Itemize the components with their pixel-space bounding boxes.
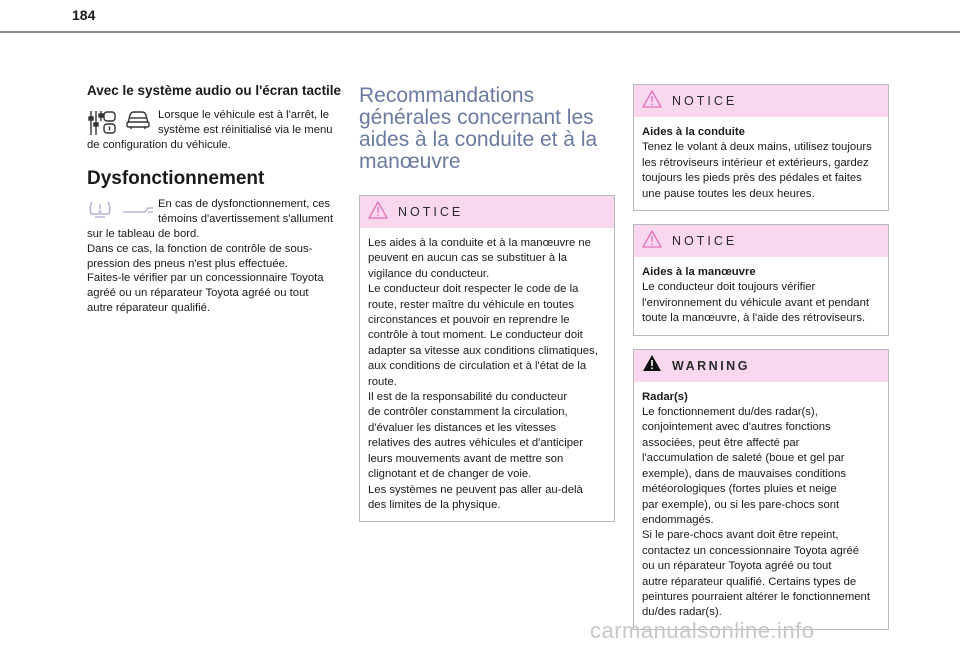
notice-box-driving <box>633 84 889 211</box>
notice-line: contrôle à tout moment. Le conducteur doit <box>368 329 583 342</box>
notice-line: d'évaluer les distances et les vitesses <box>368 421 557 434</box>
malfunction-line-3: sur le tableau de bord. <box>87 227 200 240</box>
malfunction-block <box>87 197 342 315</box>
warning-line: par exemple), ou si les pare-chocs sont <box>642 498 840 511</box>
heading-audio-touchscreen: Avec le système audio ou l'écran tactile <box>87 83 342 98</box>
reset-text-rest: système est réinitialisé via le menu <box>158 123 333 136</box>
column-left <box>87 82 342 316</box>
notice-label: NOTICE <box>398 205 464 219</box>
notice-label: NOTICE <box>672 94 738 108</box>
notice-line: toujours les pieds près des pédales et faites <box>642 172 862 185</box>
notice-line: Les systèmes ne peuvent pas aller au-delà <box>368 483 583 496</box>
reset-text-first: Lorsque le véhicule est à l'arrêt, le <box>158 109 330 121</box>
warning-triangle-icon <box>642 230 662 253</box>
notice-line: Le conducteur doit toujours vérifier <box>642 281 816 294</box>
notice-line: de contrôler constamment la circulation, <box>368 406 568 419</box>
malfunction-line-6: Faites-le vérifier par un concessionnaire Toyota <box>87 272 324 285</box>
warning-line: autre réparateur qualifié. Certains types de <box>642 575 857 588</box>
settings-menu-icon <box>87 109 117 137</box>
notice-line: toute la manœuvre, à l'aide des rétroviseurs. <box>642 312 866 325</box>
notice-line: Le conducteur doit respecter le code de la <box>368 283 579 296</box>
heading-malfunction: Dysfonctionnement <box>87 168 265 190</box>
malfunction-line-4: Dans ce cas, la fonction de contrôle de sous- <box>87 242 313 255</box>
notice-line: clignotant et de changer de voie. <box>368 468 532 481</box>
notice-line: les rétroviseurs intérieur et extérieurs, gardez <box>642 156 869 169</box>
malfunction-line-5: pression des pneus n'est plus effectuée. <box>87 257 289 270</box>
reset-block <box>87 108 342 152</box>
reset-text-last: de configuration du véhicule. <box>87 138 231 151</box>
notice-line: circonstances et pouvoir en reprendre le <box>368 314 570 327</box>
warning-line: Le fonctionnement du/des radar(s), <box>642 406 818 419</box>
malfunction-line-1: En cas de dysfonctionnement, ces <box>158 198 331 211</box>
warning-line: du/des radar(s). <box>642 606 722 619</box>
section-title-line-4: manœuvre <box>359 150 461 173</box>
warning-body <box>634 382 888 629</box>
malfunction-line-7: agréé ou un réparateur Toyota agréé ou tout <box>87 287 309 300</box>
notice-header <box>634 85 888 117</box>
notice-line: peuvent en aucun cas se substituer à la <box>368 252 568 265</box>
warning-line: contactez un concessionnaire Toyota agréé <box>642 544 860 557</box>
warning-line: conjointement avec d'autres fonctions <box>642 421 831 434</box>
section-title <box>359 85 615 173</box>
malfunction-line-2: témoins d'avertissement s'allument <box>158 213 334 226</box>
notice-line: Les aides à la conduite et à la manœuvre ne <box>368 237 591 249</box>
warning-label: WARNING <box>672 358 750 373</box>
tire-pressure-warning-icon <box>87 199 113 219</box>
notice-line: aux conditions de circulation et à l'état de la <box>368 360 587 373</box>
warning-line: exemple), dans de mauvaises conditions <box>642 467 847 480</box>
notice-label: NOTICE <box>672 234 738 249</box>
malfunction-icons <box>87 199 155 219</box>
warning-line: Si le pare-chocs avant doit être repeint, <box>642 529 839 542</box>
car-icon <box>125 109 151 131</box>
malfunction-line-8: autre réparateur qualifié. <box>87 301 211 314</box>
section-title-line-2: générales concernant les <box>359 106 594 129</box>
notice-line: Tenez le volant à deux mains, utilisez toujours <box>642 141 872 154</box>
warning-triangle-icon <box>368 201 388 224</box>
notice-body <box>634 257 888 335</box>
notice-line: des limites de la physique. <box>368 498 501 511</box>
column-right <box>633 84 889 643</box>
warning-line: l'accumulation de saleté (boue et gel par <box>642 452 845 465</box>
notice-line: Il est de la responsabilité du conducteur <box>368 391 568 404</box>
notice-line: route. <box>368 375 397 388</box>
warning-header <box>634 350 888 382</box>
warning-box-radar <box>633 349 889 630</box>
warning-title: Radar(s) <box>642 390 688 403</box>
section-title-line-3: aides à la conduite et à la <box>359 128 598 151</box>
notice-line: adapter sa vitesse aux conditions climatiques, <box>368 344 598 357</box>
notice-line: l'environnement du véhicule avant et pendant <box>642 296 869 309</box>
section-title-line-1: Recommandations <box>359 84 535 107</box>
warning-line: ou un réparateur Toyota agréé ou tout <box>642 560 832 573</box>
notice-line: leurs mouvements avant de mettre son <box>368 452 564 465</box>
service-wrench-icon <box>121 199 155 219</box>
column-middle <box>359 85 615 535</box>
notice-header <box>360 196 614 228</box>
notice-body <box>634 117 888 210</box>
warning-line: associées, peut être affecté par <box>642 436 800 449</box>
notice-line: vigilance du conducteur. <box>368 267 490 280</box>
notice-line: relatives des autres véhicules et d'anticiper <box>368 437 584 450</box>
notice-header <box>634 225 888 257</box>
notice-title: Aides à la conduite <box>642 126 745 138</box>
warning-triangle-filled-icon <box>642 354 662 377</box>
notice-line: route, rester maître du véhicule en toutes <box>368 298 574 311</box>
notice-line: une pause toutes les deux heures. <box>642 187 815 200</box>
notice-box-maneuver <box>633 224 889 336</box>
reset-icons <box>87 109 151 137</box>
page-number: 184 <box>72 7 96 23</box>
warning-triangle-icon <box>642 90 662 113</box>
warning-line: peintures pourraient altérer le fonctionnement <box>642 590 870 603</box>
notice-body <box>360 228 614 521</box>
header-divider <box>0 31 960 33</box>
notice-title: Aides à la manœuvre <box>642 266 756 279</box>
warning-line: endommagés. <box>642 513 714 526</box>
watermark: carmanualsonline.info <box>590 618 815 643</box>
notice-box-driving-aids <box>359 195 615 522</box>
warning-line: météorologiques (fortes pluies et neige <box>642 483 837 496</box>
